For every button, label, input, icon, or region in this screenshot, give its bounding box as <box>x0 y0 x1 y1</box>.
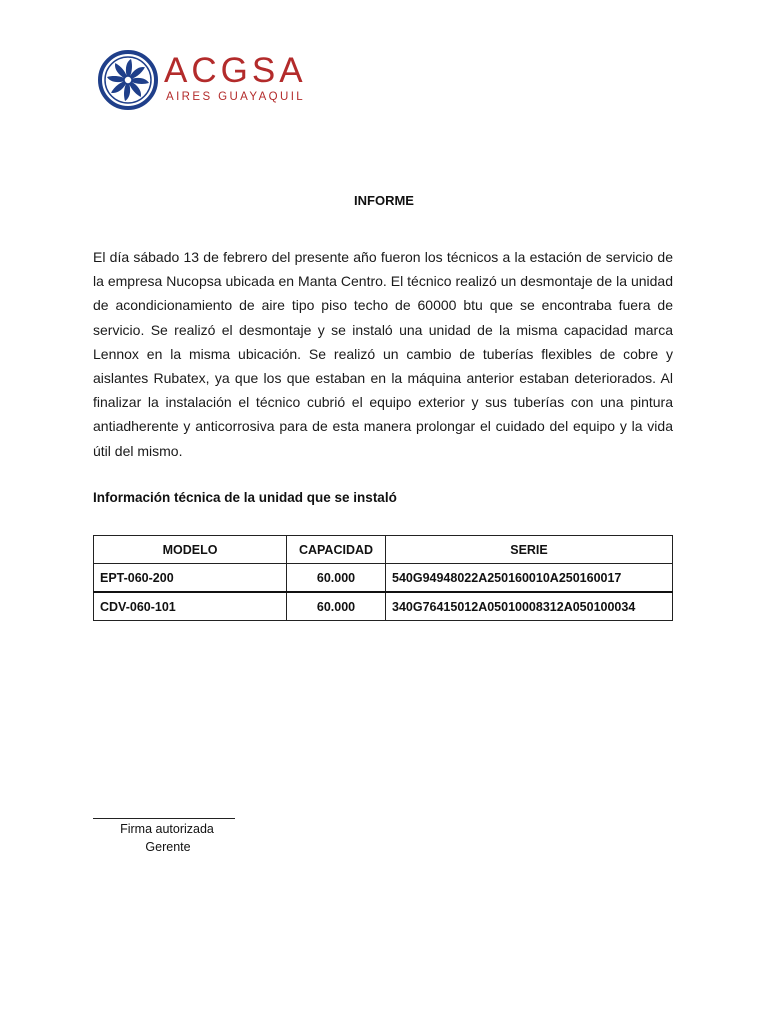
table-row <box>94 564 673 593</box>
fan-icon <box>98 50 158 110</box>
cell-serie: 540G94948022A250160010A250160017 <box>386 564 673 593</box>
company-logo <box>98 50 338 110</box>
cell-capacidad: 60.000 <box>287 592 386 621</box>
signature-line <box>93 818 235 819</box>
table-header-row <box>94 536 673 564</box>
cell-serie: 340G76415012A05010008312A050100034 <box>386 592 673 621</box>
report-paragraph: El día sábado 13 de febrero del presente año fueron los técnicos a la estación de servicio de la empresa Nucopsa ubicada en Manta Centro. El técnico realizó un desmontaje de la unidad de acondicionamiento de aire tipo piso techo de 60000 btu que se encontraba fuera de servicio. Se realizó el desmontaje y se instaló una unidad de la misma capacidad marca Lennox en la misma ubicación. Se realizó un cambio de tuberías flexibles de cobre y aislantes Rubatex, ya que los que estaban en la máquina anterior estaban deteriorados. Al finalizar la instalación el técnico cubrió el equipo exterior y sus tuberías con una pintura antiadherente y anticorrosiva para de esta manera prolongar el cuidado del equipo y la vida útil del mismo. <box>93 249 673 459</box>
cell-capacidad: 60.000 <box>287 564 386 593</box>
logo-name: ACGSA <box>164 51 307 90</box>
signature-role: Gerente <box>145 840 191 854</box>
technical-info-heading: Información técnica de la unidad que se instaló <box>93 490 397 505</box>
cell-modelo: CDV-060-101 <box>94 592 287 621</box>
cell-modelo: EPT-060-200 <box>94 564 287 593</box>
unit-spec-table <box>93 535 673 621</box>
table-row <box>94 592 673 621</box>
header-serie: SERIE <box>386 536 673 564</box>
header-capacidad: CAPACIDAD <box>287 536 386 564</box>
header-modelo: MODELO <box>94 536 287 564</box>
signature-label: Firma autorizada <box>120 822 214 836</box>
logo-tagline: AIRES GUAYAQUIL <box>166 91 306 103</box>
document-title: INFORME <box>354 193 414 208</box>
